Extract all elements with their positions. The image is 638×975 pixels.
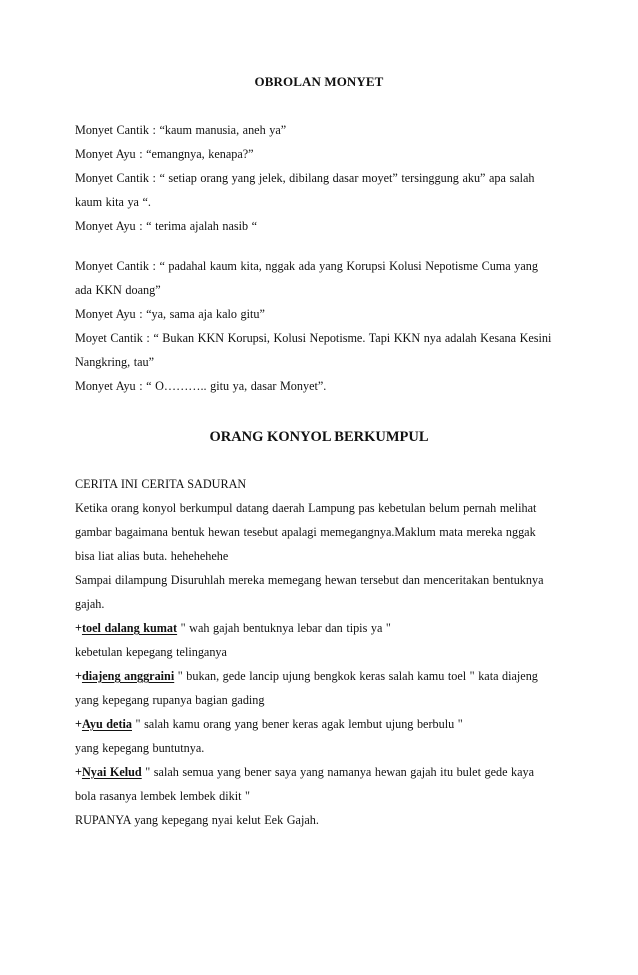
speaker-prefix: + <box>75 765 82 779</box>
story-line: gambar bagaimana bentuk hewan tesebut apalagi memegangnya.Maklum mata mereka nggak <box>75 525 536 539</box>
closing-line: RUPANYA yang kepegang nyai kelut Eek Gajah. <box>75 813 319 827</box>
story-line: kebetulan kepegang telinganya <box>75 645 227 659</box>
speaker-prefix: + <box>75 717 82 731</box>
speaker-quote: " wah gajah bentuknya lebar dan tipis ya " <box>177 621 391 635</box>
story-line: CERITA INI CERITA SADURAN <box>75 477 247 491</box>
speaker-prefix: + <box>75 621 82 635</box>
story-line: yang kepegang rupanya bagian gading <box>75 693 265 707</box>
story-line: Ketika orang konyol berkumpul datang daerah Lampung pas kebetulan belum pernah melihat <box>75 501 537 515</box>
speaker-prefix: + <box>75 669 82 683</box>
dialogue-line: ada KKN doang” <box>75 283 161 297</box>
speaker-line <box>75 764 534 780</box>
dialogue-line: Monyet Cantik : “kaum manusia, aneh ya” <box>75 123 287 137</box>
dialogue-line: Monyet Ayu : “ O……….. gitu ya, dasar Monyet”. <box>75 379 327 393</box>
speaker-quote: " salah kamu orang yang bener keras agak lembut ujung berbulu " <box>132 717 463 731</box>
dialogue-line: kaum kita ya “. <box>75 195 151 209</box>
speaker-line <box>75 668 538 684</box>
story-line: bola rasanya lembek lembek dikit " <box>75 789 250 803</box>
dialogue-line: Monyet Cantik : “ setiap orang yang jelek, dibilang dasar moyet” tersinggung aku” apa salah <box>75 171 535 185</box>
speaker-name: diajeng anggraini <box>81 669 175 683</box>
speaker-line <box>75 620 391 636</box>
speaker-name: Nyai Kelud <box>81 765 142 779</box>
story-line: Sampai dilampung Disuruhlah mereka memegang hewan tersebut dan menceritakan bentuknya <box>75 573 544 587</box>
dialogue-line: Monyet Ayu : “emangnya, kenapa?” <box>75 147 254 161</box>
speaker-name: Ayu detia <box>81 717 132 731</box>
story-line: bisa liat alias buta. hehehehehe <box>75 549 229 563</box>
story-line: yang kepegang buntutnya. <box>75 741 205 755</box>
speaker-quote: " bukan, gede lancip ujung bengkok keras salah kamu toel " kata diajeng <box>174 669 538 683</box>
dialogue-line: Monyet Ayu : “ terima ajalah nasib “ <box>75 219 258 233</box>
dialogue-line: Monyet Ayu : “ya, sama aja kalo gitu” <box>75 307 265 321</box>
speaker-line <box>75 716 463 732</box>
dialogue-line: Moyet Cantik : “ Bukan KKN Korupsi, Kolusi Nepotisme. Tapi KKN nya adalah Kesana Kesini <box>75 331 552 345</box>
story-line: gajah. <box>75 597 105 611</box>
section-title-orang-konyol-berkumpul: ORANG KONYOL BERKUMPUL <box>209 429 429 445</box>
section-title-obrolan-monyet: OBROLAN MONYET <box>254 74 384 89</box>
dialogue-line: Nangkring, tau” <box>75 355 155 369</box>
dialogue-line: Monyet Cantik : “ padahal kaum kita, nggak ada yang Korupsi Kolusi Nepotisme Cuma yang <box>75 259 538 273</box>
speaker-quote: " salah semua yang bener saya yang namanya hewan gajah itu bulet gede kaya <box>141 765 535 779</box>
speaker-name: toel dalang kumat <box>81 621 178 635</box>
